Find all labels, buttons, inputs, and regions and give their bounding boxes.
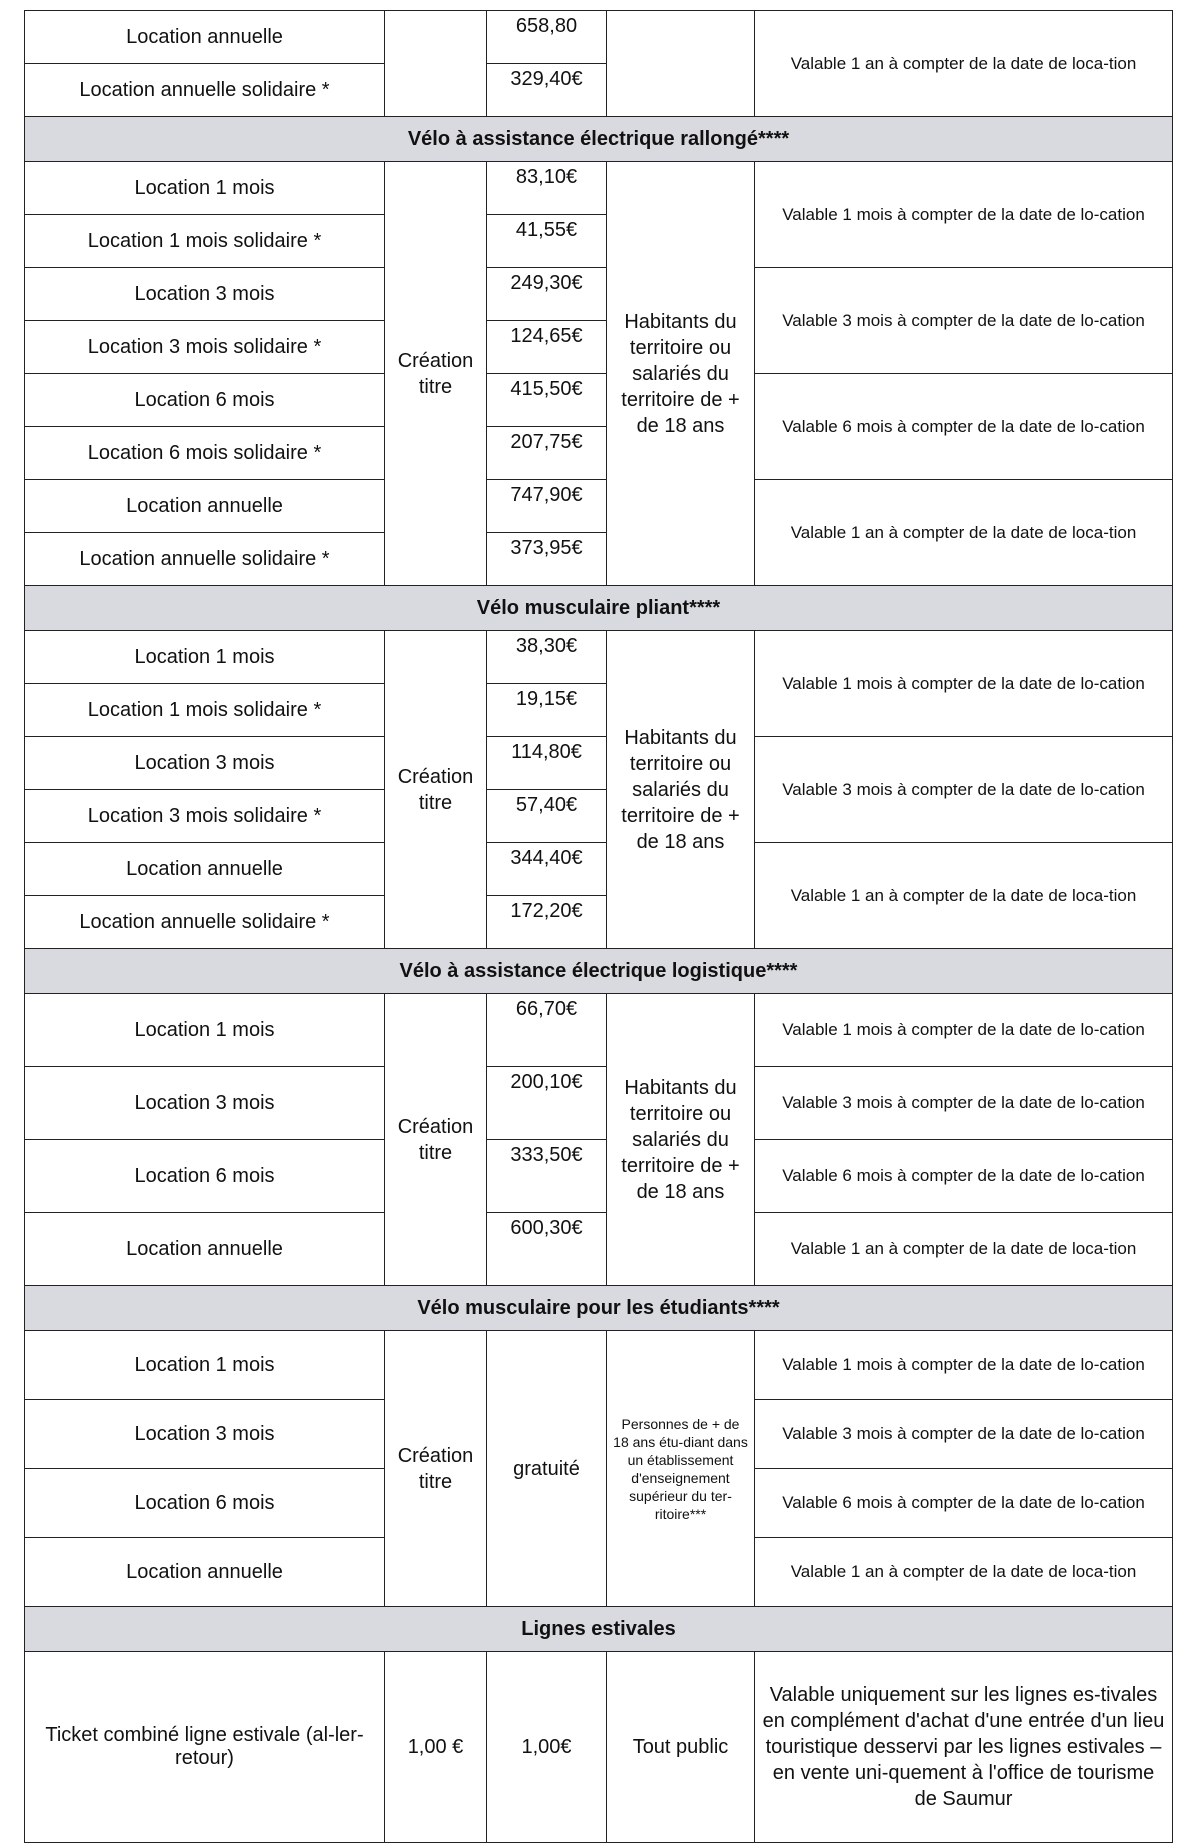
rental-label: Location 6 mois	[25, 1140, 385, 1213]
table-row	[25, 1067, 1173, 1140]
audience-cell: Habitants du territoire ou salariés du territoire de + de 18 ans	[607, 994, 755, 1286]
audience-cell: Tout public	[607, 1652, 755, 1843]
rental-label: Location 3 mois solidaire *	[25, 321, 385, 374]
price-cell: 207,75€	[487, 427, 607, 480]
tariff-table	[24, 10, 1173, 1843]
section-header	[25, 117, 1173, 162]
price-cell: 747,90€	[487, 480, 607, 533]
fees-cell: Création titre	[385, 1331, 487, 1607]
price-cell: 114,80€	[487, 737, 607, 790]
fees-cell: Création titre	[385, 994, 487, 1286]
rental-label: Location annuelle solidaire *	[25, 64, 385, 117]
price-cell: 344,40€	[487, 843, 607, 896]
validity-cell: Valable uniquement sur les lignes es-tivales en complément d'achat d'une entrée d'un lieu touristique desservi par les lignes estivales – en vente uni-quement à l'office de tourisme de Saumur	[755, 1652, 1173, 1843]
price-cell: 249,30€	[487, 268, 607, 321]
table-row	[25, 843, 1173, 896]
section-title: Vélo à assistance électrique rallongé****	[25, 117, 1173, 162]
price-cell: 415,50€	[487, 374, 607, 427]
table-row	[25, 268, 1173, 321]
rental-label: Location annuelle	[25, 843, 385, 896]
tariff-document	[24, 10, 1172, 1843]
table-row	[25, 1652, 1173, 1843]
price-cell: 172,20€	[487, 896, 607, 949]
table-row	[25, 374, 1173, 427]
validity-cell: Valable 3 mois à compter de la date de lo-cation	[755, 1400, 1173, 1469]
price-cell: 38,30€	[487, 631, 607, 684]
validity-cell: Valable 3 mois à compter de la date de lo-cation	[755, 737, 1173, 843]
rental-label: Location 3 mois solidaire *	[25, 790, 385, 843]
price-cell: 658,80	[487, 11, 607, 64]
price-cell: 83,10€	[487, 162, 607, 215]
price-cell: 200,10€	[487, 1067, 607, 1140]
validity-cell: Valable 1 an à compter de la date de loca-tion	[755, 11, 1173, 117]
section-header	[25, 1286, 1173, 1331]
rental-label: Location annuelle	[25, 11, 385, 64]
table-row	[25, 737, 1173, 790]
rental-label: Location 1 mois	[25, 1331, 385, 1400]
fees-cell	[385, 11, 487, 117]
table-row	[25, 631, 1173, 684]
table-row	[25, 11, 1173, 64]
price-cell: 66,70€	[487, 994, 607, 1067]
rental-label: Location annuelle	[25, 1538, 385, 1607]
section-header	[25, 1607, 1173, 1652]
table-row	[25, 1140, 1173, 1213]
audience-cell: Personnes de + de 18 ans étu-diant dans un établissement d'enseignement supérieur du ter-ritoire***	[607, 1331, 755, 1607]
price-cell: 41,55€	[487, 215, 607, 268]
section-header	[25, 949, 1173, 994]
price-cell: 333,50€	[487, 1140, 607, 1213]
validity-cell: Valable 3 mois à compter de la date de lo-cation	[755, 268, 1173, 374]
validity-cell: Valable 1 mois à compter de la date de lo-cation	[755, 162, 1173, 268]
audience-cell: Habitants du territoire ou salariés du territoire de + de 18 ans	[607, 631, 755, 949]
validity-cell: Valable 1 an à compter de la date de loca-tion	[755, 1213, 1173, 1286]
price-cell: 600,30€	[487, 1213, 607, 1286]
rental-label: Location 1 mois	[25, 994, 385, 1067]
rental-label: Location 3 mois	[25, 1067, 385, 1140]
price-cell: 124,65€	[487, 321, 607, 374]
section-header	[25, 586, 1173, 631]
validity-cell: Valable 6 mois à compter de la date de lo-cation	[755, 374, 1173, 480]
validity-cell: Valable 1 an à compter de la date de loca-tion	[755, 843, 1173, 949]
fees-cell: 1,00 €	[385, 1652, 487, 1843]
price-cell: 373,95€	[487, 533, 607, 586]
validity-cell: Valable 1 mois à compter de la date de lo-cation	[755, 994, 1173, 1067]
rental-label: Location 1 mois solidaire *	[25, 215, 385, 268]
rental-label: Location 1 mois	[25, 631, 385, 684]
audience-cell: Habitants du territoire ou salariés du territoire de + de 18 ans	[607, 162, 755, 586]
price-cell: gratuité	[487, 1331, 607, 1607]
fees-cell: Création titre	[385, 631, 487, 949]
rental-label: Location 6 mois solidaire *	[25, 427, 385, 480]
fees-cell: Création titre	[385, 162, 487, 586]
rental-label: Location 6 mois	[25, 374, 385, 427]
price-cell: 1,00€	[487, 1652, 607, 1843]
price-cell: 57,40€	[487, 790, 607, 843]
rental-label: Ticket combiné ligne estivale (al-ler-retour)	[25, 1652, 385, 1843]
rental-label: Location 6 mois	[25, 1469, 385, 1538]
section-title: Lignes estivales	[25, 1607, 1173, 1652]
table-row	[25, 1331, 1173, 1400]
price-cell: 19,15€	[487, 684, 607, 737]
validity-cell: Valable 6 mois à compter de la date de lo-cation	[755, 1469, 1173, 1538]
rental-label: Location 3 mois	[25, 737, 385, 790]
rental-label: Location annuelle solidaire *	[25, 896, 385, 949]
table-row	[25, 480, 1173, 533]
validity-cell: Valable 1 mois à compter de la date de lo-cation	[755, 631, 1173, 737]
validity-cell: Valable 6 mois à compter de la date de lo-cation	[755, 1140, 1173, 1213]
rental-label: Location annuelle solidaire *	[25, 533, 385, 586]
validity-cell: Valable 1 mois à compter de la date de lo-cation	[755, 1331, 1173, 1400]
table-row	[25, 1213, 1173, 1286]
audience-cell	[607, 11, 755, 117]
validity-cell: Valable 1 an à compter de la date de loca-tion	[755, 480, 1173, 586]
rental-label: Location 3 mois	[25, 1400, 385, 1469]
rental-label: Location 1 mois solidaire *	[25, 684, 385, 737]
validity-cell: Valable 3 mois à compter de la date de lo-cation	[755, 1067, 1173, 1140]
section-title: Vélo musculaire pour les étudiants****	[25, 1286, 1173, 1331]
rental-label: Location 3 mois	[25, 268, 385, 321]
rental-label: Location 1 mois	[25, 162, 385, 215]
validity-cell: Valable 1 an à compter de la date de loca-tion	[755, 1538, 1173, 1607]
rental-label: Location annuelle	[25, 480, 385, 533]
price-cell: 329,40€	[487, 64, 607, 117]
table-row	[25, 994, 1173, 1067]
table-row	[25, 162, 1173, 215]
section-title: Vélo à assistance électrique logistique****	[25, 949, 1173, 994]
rental-label: Location annuelle	[25, 1213, 385, 1286]
section-title: Vélo musculaire pliant****	[25, 586, 1173, 631]
